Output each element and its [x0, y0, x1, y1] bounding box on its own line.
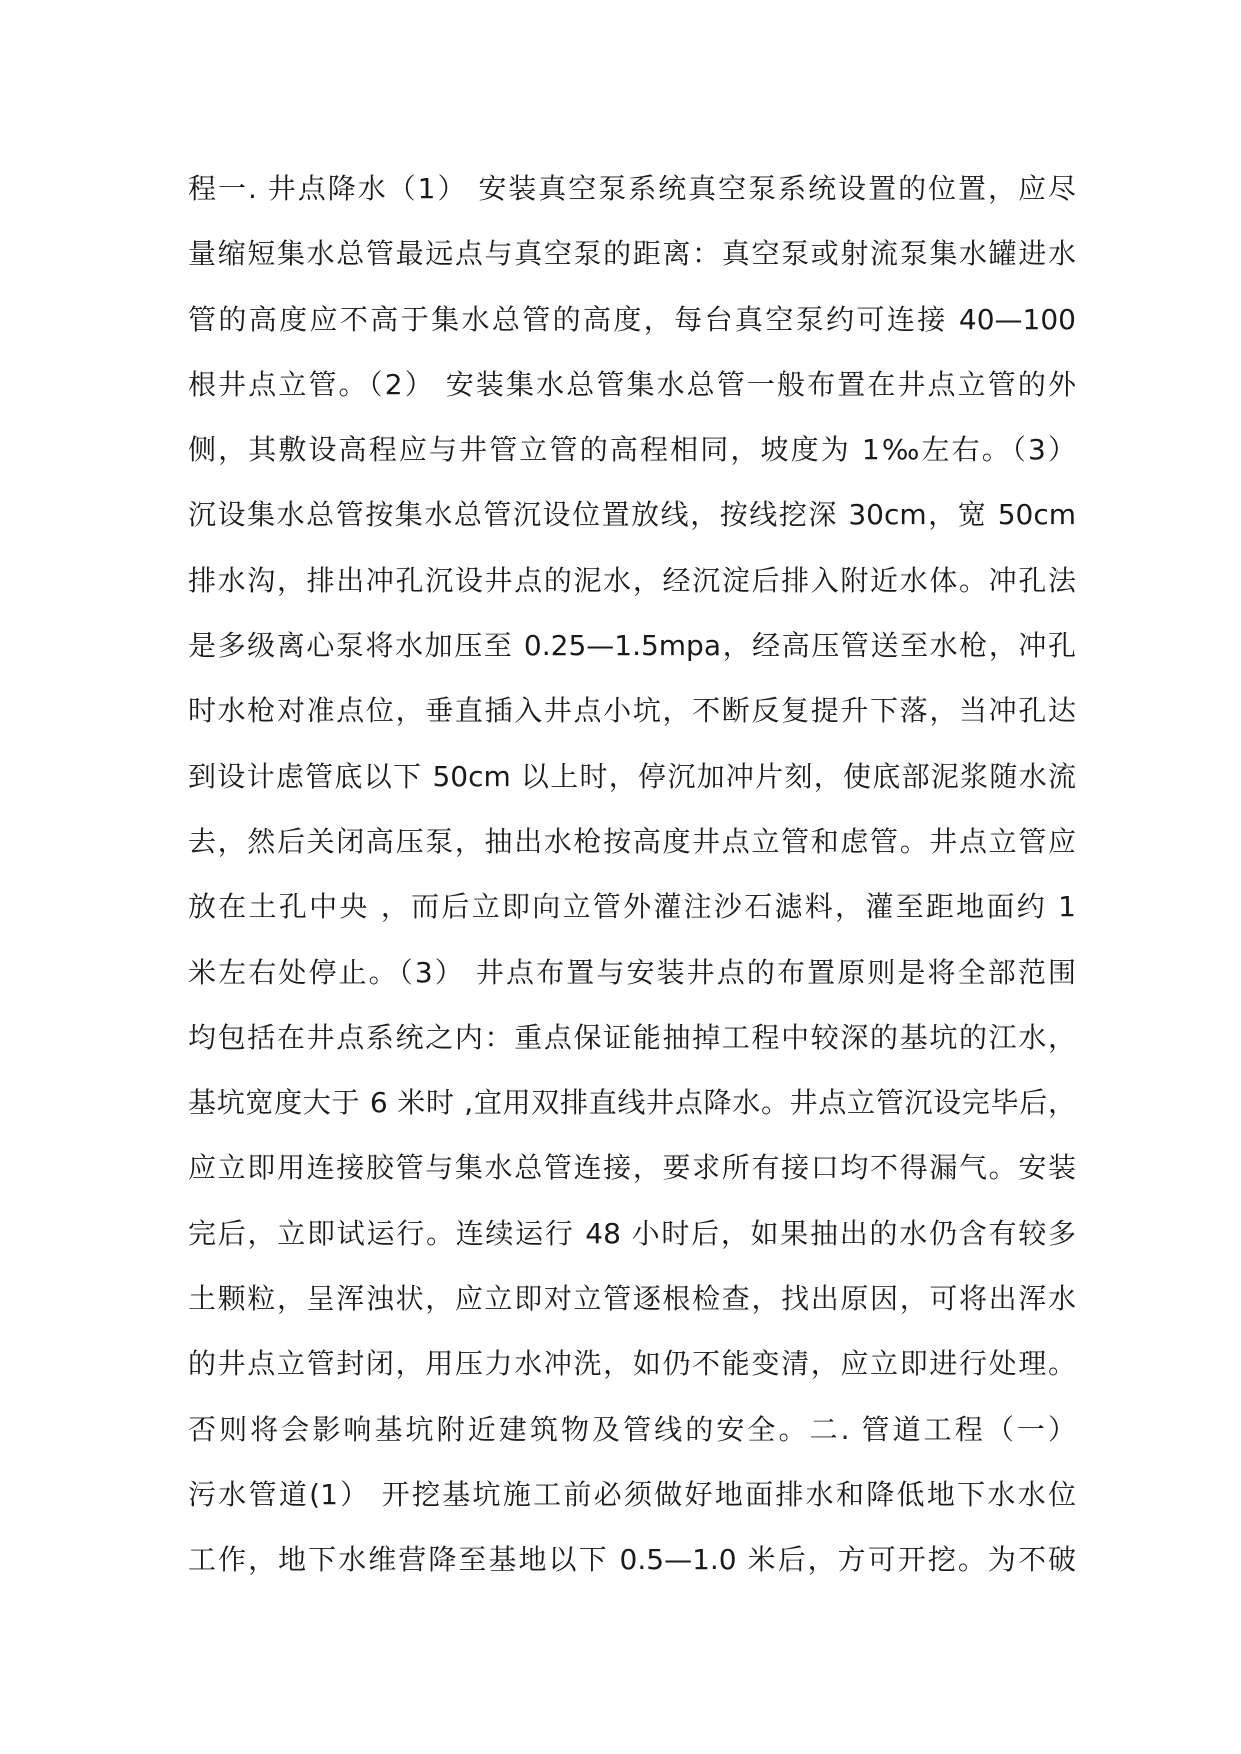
text-line: 程一. 井点降水（1） 安装真空泵系统真空泵系统设置的位置，应尽 — [188, 172, 1076, 205]
text-line: 工作，地下水维营降至基地以下 0.5—1.0 米后，方可开挖。为不破 — [188, 1543, 1076, 1577]
text-line: 沉设集水总管按集水总管沉设位置放线，按线挖深 30cm，宽 50cm — [188, 498, 1076, 532]
text-line: 的井点立管封闭，用压力水冲洗，如仍不能变清，应立即进行处理。 — [188, 1347, 1076, 1381]
text-line: 应立即用连接胶管与集水总管连接，要求所有接口均不得漏气。安装 — [188, 1151, 1076, 1185]
text-line: 到设计虑管底以下 50cm 以上时，停沉加冲片刻，使底部泥浆随水流 — [188, 759, 1076, 793]
text-line: 均包括在井点系统之内：重点保证能抽掉工程中较深的基坑的江水， — [188, 1020, 1076, 1054]
text-line: 放在土孔中央 ，而后立即向立管外灌注沙石滤料，灌至距地面约 1 — [188, 890, 1076, 924]
text-line: 去，然后关闭高压泵，抽出水枪按高度井点立管和虑管。井点立管应 — [188, 824, 1076, 858]
text-line: 量缩短集水总管最远点与真空泵的距离：真空泵或射流泵集水罐进水 — [188, 237, 1076, 271]
text-line: 米左右处停止。（3） 井点布置与安装井点的布置原则是将全部范围 — [188, 955, 1076, 989]
text-line: 完后，立即试运行。连续运行 48 小时后，如果抽出的水仍含有较多 — [188, 1216, 1076, 1250]
body-text — [188, 156, 1076, 1593]
text-line: 管的高度应不高于集水总管的高度，每台真空泵约可连接 40—100 — [188, 302, 1076, 336]
text-line: 侧，其敷设高程应与井管立管的高程相同，坡度为 1‰左右。（3） — [188, 433, 1076, 467]
text-line: 基坑宽度大于 6 米时 ,宜用双排直线井点降水。井点立管沉设完毕后， — [188, 1086, 1076, 1120]
text-line: 是多级离心泵将水加压至 0.25—1.5mpa，经高压管送至水枪，冲孔 — [188, 629, 1076, 663]
text-line: 根井点立管。（2） 安装集水总管集水总管一般布置在井点立管的外 — [188, 367, 1076, 401]
text-line: 土颗粒，呈浑浊状，应立即对立管逐根检查，找出原因，可将出浑水 — [188, 1282, 1076, 1316]
text-line: 污水管道(1） 开挖基坑施工前必须做好地面排水和降低地下水水位 — [188, 1477, 1076, 1511]
text-line: 否则将会影响基坑附近建筑物及管线的安全。二. 管道工程（一） — [188, 1412, 1076, 1446]
text-line: 排水沟，排出冲孔沉设井点的泥水，经沉淀后排入附近水体。冲孔法 — [188, 563, 1076, 597]
text-line: 时水枪对准点位，垂直插入井点小坑，不断反复提升下落，当冲孔达 — [188, 694, 1076, 728]
